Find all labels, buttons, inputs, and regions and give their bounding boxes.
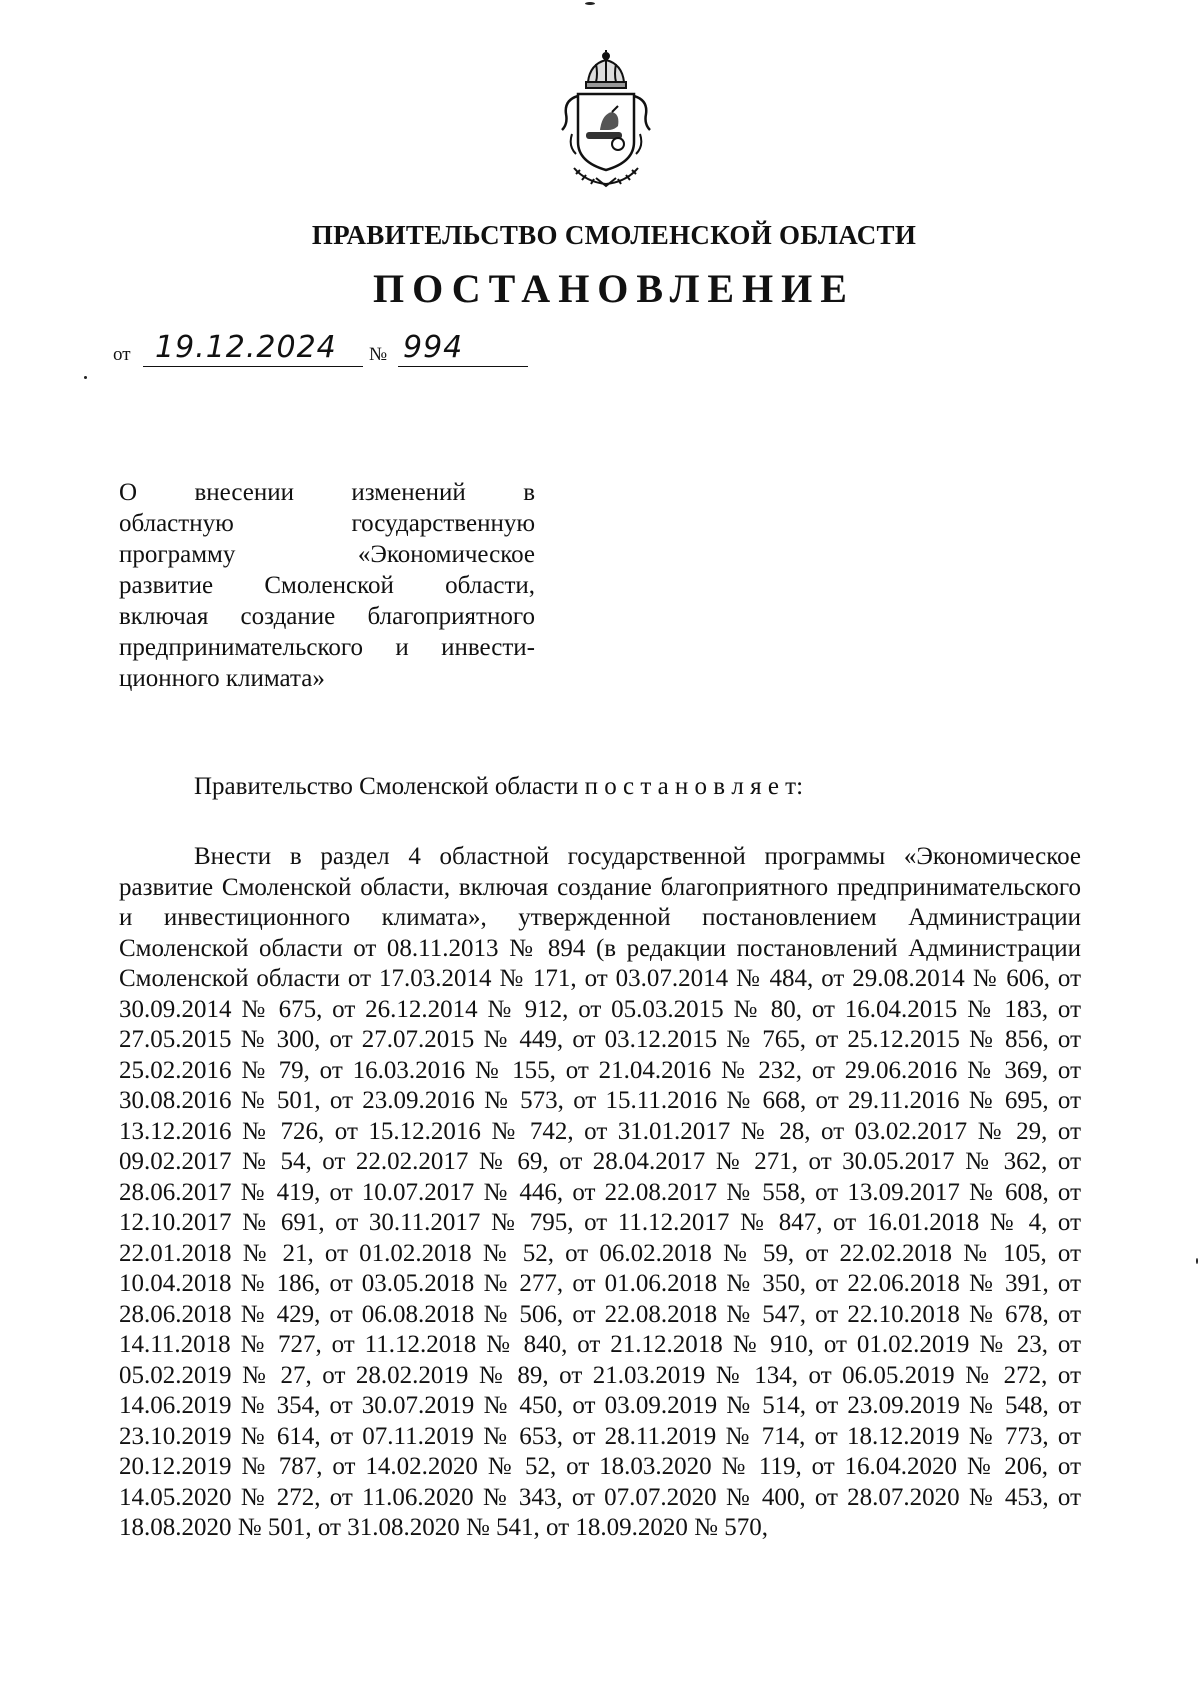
date-label: от [113,344,131,365]
date-underline [143,366,363,367]
number-label: № [369,344,388,365]
scan-speck [1196,1258,1198,1264]
title-line: предпринимательского и инвести- [119,634,535,661]
document-number: 994 [403,330,464,365]
title-line: областную государственную [119,510,535,537]
document-date: 19.12.2024 [155,330,337,365]
scan-speck [84,376,87,379]
number-underline [398,366,528,367]
title-line: включая создание благоприятного [119,603,535,630]
document-type: ПОСТАНОВЛЕНИЕ [373,266,855,311]
title-line: О внесении изменений в [119,479,535,506]
document-title [119,477,535,694]
title-line: развитие Смоленской области, [119,572,535,599]
body-paragraph: Внести в раздел 4 областной государственной программы «Экономическое развитие Смоленской области, включая создание благоприятного предпринимательского и инвестиционного климата», утвержденной постановлением Администрации Смоленской области от 08.11.2013 № 894 (в редакции постановлений Администрации Смоленской области от 17.03.2014 № 171, от 03.07.2014 № 484, от 29.08.2014 № 606, от 30.09.2014 № 675, от 26.12.2014 № 912, от 05.03.2015 № 80, от 16.04.2015 № 183, от 27.05.2015 № 300, от 27.07.2015 № 449, от 03.12.2015 № 765, от 25.12.2015 № 856, от 25.02.2016 № 79, от 16.03.2016 № 155, от 21.04.2016 № 232, от 29.06.2016 № 369, от 30.08.2016 № 501, от 23.09.2016 № 573, от 15.11.2016 № 668, от 29.11.2016 № 695, от 13.12.2016 № 726, от 15.12.2016 № 742, от 31.01.2017 № 28, от 03.02.2017 № 29, от 09.02.2017 № 54, от 22.02.2017 № 69, от 28.04.2017 № 271, от 30.05.2017 № 362, от 28.06.2017 № 419, от 10.07.2017 № 446, от 22.08.2017 № 558, от 13.09.2017 № 608, от 12.10.2017 № 691, от 30.11.2017 № 795, от 11.12.2017 № 847, от 16.01.2018 № 4, от 22.01.2018 № 21, от 01.02.2018 № 52, от 06.02.2018 № 59, от 22.02.2018 № 105, от 10.04.2018 № 186, от 03.05.2018 № 277, от 01.06.2018 № 350, от 22.06.2018 № 391, от 28.06.2018 № 429, от 06.08.2018 № 506, от 22.08.2018 № 547, от 22.10.2018 № 678, от 14.11.2018 № 727, от 11.12.2018 № 840, от 21.12.2018 № 910, от 01.02.2019 № 23, от 05.02.2019 № 27, от 28.02.2019 № 89, от 21.03.2019 № 134, от 06.05.2019 № 272, от 14.06.2019 № 354, от 30.07.2019 № 450, от 03.09.2019 № 514, от 23.09.2019 № 548, от 23.10.2019 № 614, от 07.11.2019 № 653, от 28.11.2019 № 714, от 18.12.2019 № 773, от 20.12.2019 № 787, от 14.02.2020 № 52, от 18.03.2020 № 119, от 16.04.2020 № 206, от 14.05.2020 № 272, от 11.06.2020 № 343, от 07.07.2020 № 400, от 28.07.2020 № 453, от 18.08.2020 № 501, от 31.08.2020 № 541, от 18.09.2020 № 570, [119,843,1081,1541]
title-line: ционного климата» [119,665,325,692]
government-name: ПРАВИТЕЛЬСТВО СМОЛЕНСКОЙ ОБЛАСТИ [311,220,917,250]
title-line: программу «Экономическое [119,541,535,568]
scan-speck [585,2,595,5]
decree-statement: Правительство Смоленской области п о с т а н о в л я е т: [194,773,804,800]
smolensk-coat-of-arms-icon [556,50,656,188]
